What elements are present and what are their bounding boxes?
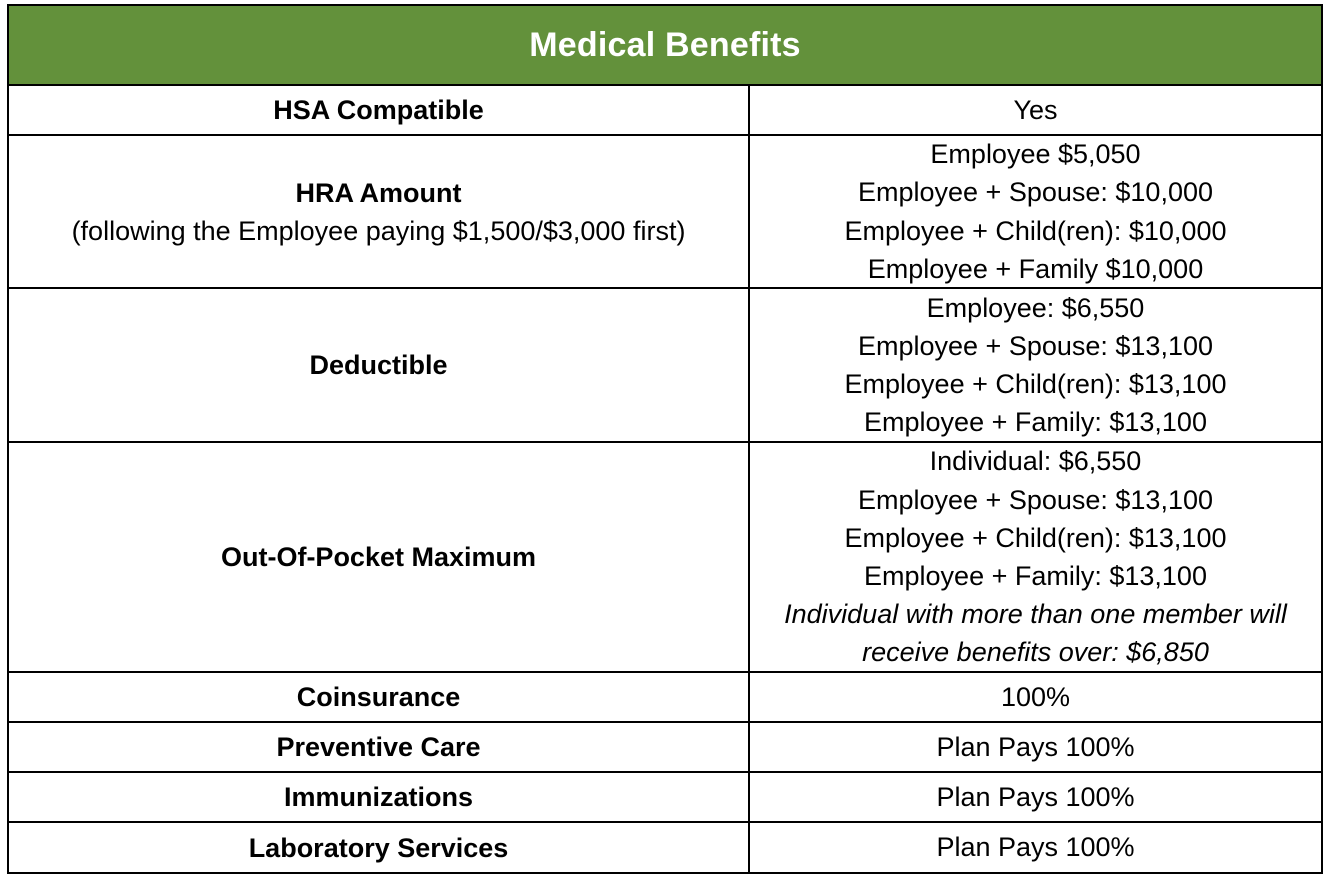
row-label: Laboratory Services	[248, 832, 509, 863]
row-value-line: Employee + Child(ren): $10,000	[844, 215, 1227, 246]
row-value-line: Employee + Child(ren): $13,100	[844, 369, 1227, 399]
table-row-immunizations	[9, 773, 1321, 823]
row-label: Coinsurance	[296, 682, 461, 712]
row-value-cell	[750, 723, 1321, 771]
row-label: Immunizations	[283, 782, 473, 812]
row-value: Plan Pays 100%	[936, 781, 1135, 812]
row-value-line: Individual: $6,550	[929, 446, 1142, 477]
row-value-line: Employee $5,050	[930, 139, 1141, 170]
row-value-line: Employee: $6,550	[926, 292, 1145, 323]
row-sublabel: (following the Employee paying $1,500/$3,000 first)	[71, 215, 686, 246]
row-label: HRA Amount	[295, 177, 462, 208]
row-value-cell	[750, 823, 1321, 872]
row-label-cell	[9, 773, 750, 821]
row-value-cell	[750, 289, 1321, 441]
row-value-cell	[750, 136, 1321, 287]
table-row-hsa-compatible	[9, 86, 1321, 136]
row-value-line: Employee + Spouse: $13,100	[857, 484, 1213, 515]
table-row-coinsurance	[9, 673, 1321, 723]
row-note-line: receive benefits over: $6,850	[862, 637, 1209, 668]
row-value-cell	[750, 773, 1321, 821]
table-row-preventive-care	[9, 723, 1321, 773]
row-value-line: Employee + Child(ren): $13,100	[844, 522, 1227, 553]
row-value-cell	[750, 86, 1321, 134]
row-value-line: Employee + Family: $13,100	[864, 561, 1207, 591]
row-value-line: Employee + Family: $13,100	[864, 407, 1207, 438]
row-value: Plan Pays 100%	[936, 731, 1135, 762]
row-value: Plan Pays 100%	[936, 832, 1135, 863]
row-value-line: Employee + Family $10,000	[867, 253, 1204, 284]
row-label-cell	[9, 723, 750, 771]
table-row-deductible	[9, 289, 1321, 443]
table-row-hra-amount	[9, 136, 1321, 289]
medical-benefits-table	[7, 4, 1323, 874]
row-note-line: Individual with more than one member will	[784, 599, 1287, 630]
row-label: Preventive Care	[276, 732, 481, 762]
row-value-line: Employee + Spouse: $13,100	[857, 330, 1213, 361]
table-row-laboratory-services	[9, 823, 1321, 874]
row-label-cell	[9, 823, 750, 872]
row-value-line: Employee + Spouse: $10,000	[857, 177, 1213, 208]
row-label: Deductible	[309, 350, 448, 380]
row-value-cell	[750, 443, 1321, 671]
row-label-cell	[9, 673, 750, 721]
row-label: Out-Of-Pocket Maximum	[220, 542, 537, 572]
row-label-cell	[9, 443, 750, 671]
row-value: Yes	[1013, 94, 1058, 125]
table-header	[9, 6, 1321, 86]
row-value: 100%	[1000, 681, 1071, 712]
row-value-cell	[750, 673, 1321, 721]
row-label: HSA Compatible	[273, 95, 484, 125]
row-label-cell	[9, 289, 750, 441]
table-row-out-of-pocket-maximum	[9, 443, 1321, 673]
row-label-cell	[9, 86, 750, 134]
table-title: Medical Benefits	[529, 25, 801, 64]
row-label-cell	[9, 136, 750, 287]
